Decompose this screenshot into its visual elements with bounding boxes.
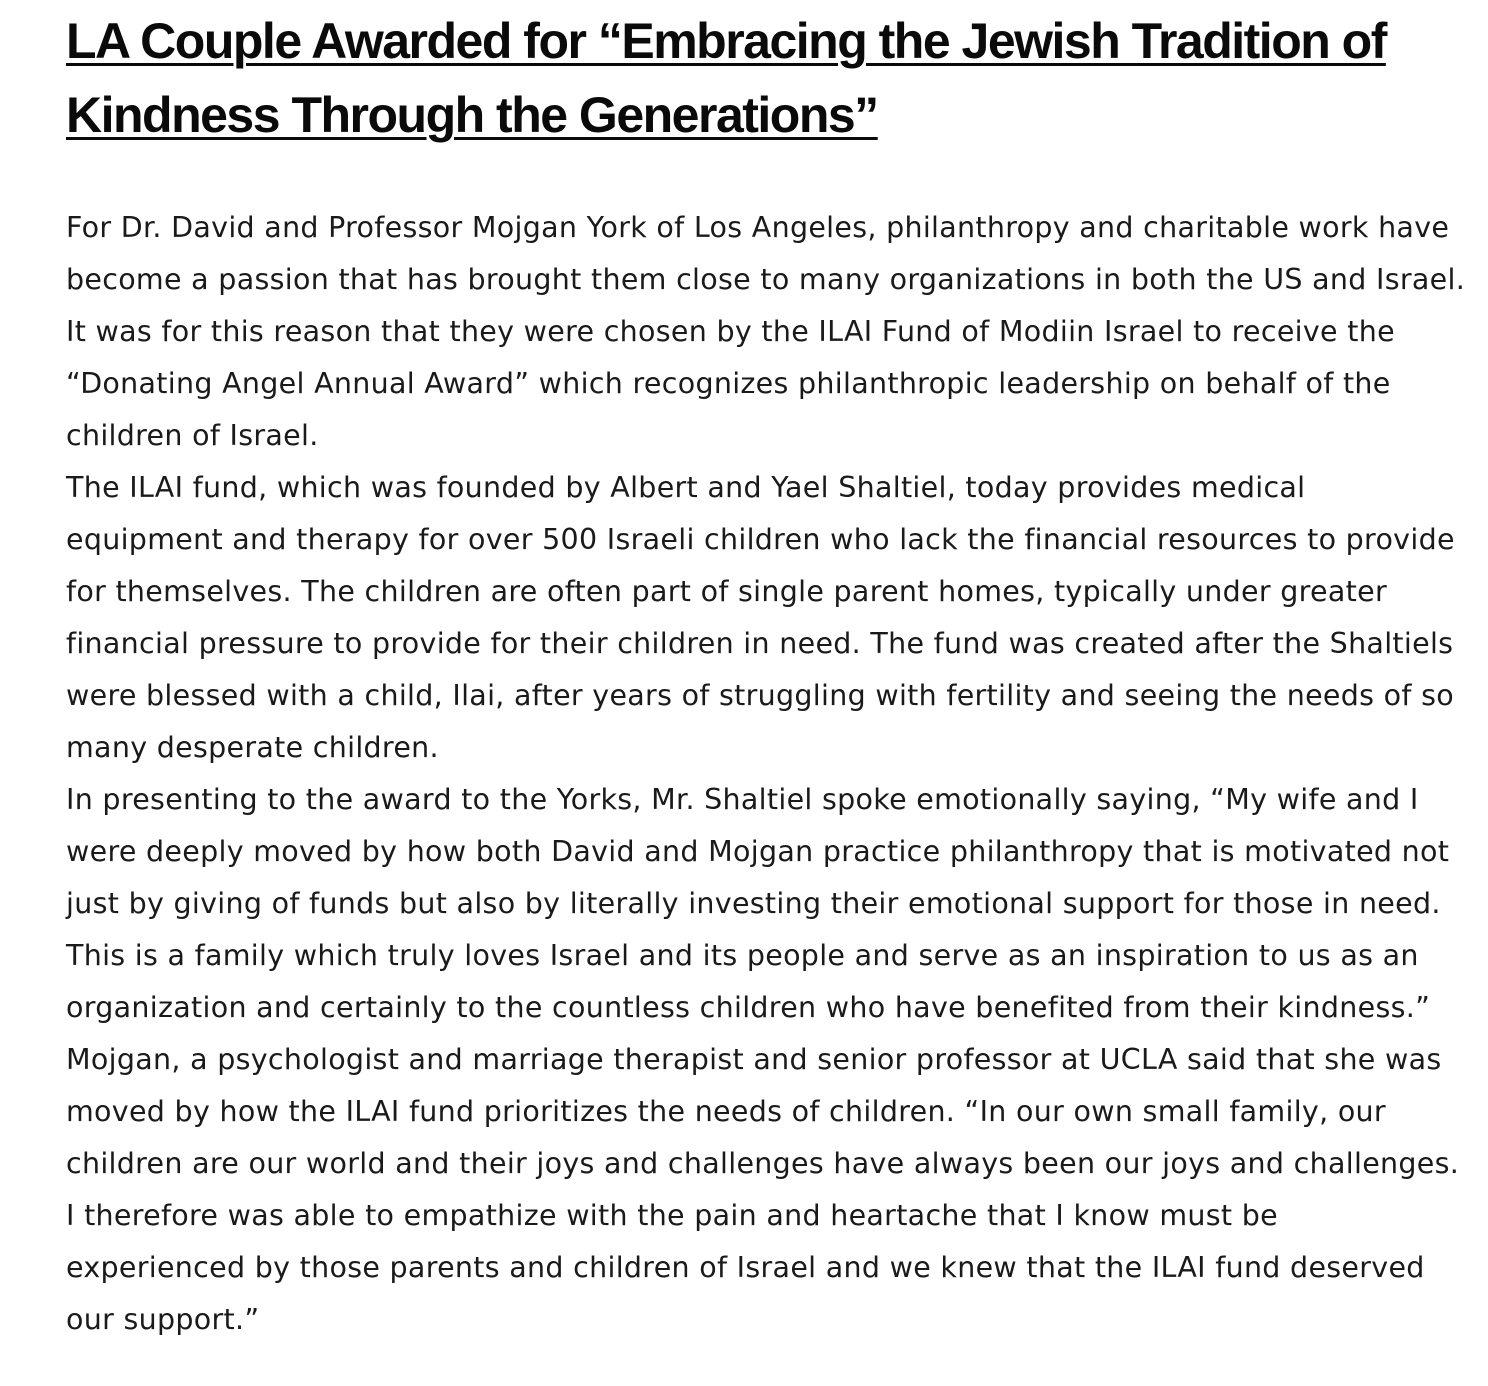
article-body bbox=[66, 202, 1466, 1346]
article-headline: LA Couple Awarded for “Embracing the Jewish Tradition of Kindness Through the Generations” bbox=[66, 13, 1386, 143]
paragraph-award-intro: For Dr. David and Professor Mojgan York of Los Angeles, philanthropy and charitable work have become a passion that has brought them close to many organizations in both the US and Israel. It was for this reason that they were chosen by the ILAI Fund of Modiin Israel to receive the “Donating Angel Annual Award” which recognizes philanthropic leadership on behalf of the children of Israel. bbox=[66, 211, 1466, 452]
paragraph-mojgan-quote: Mojgan, a psychologist and marriage therapist and senior professor at UCLA said that she was moved by how the ILAI fund prioritizes the needs of children. “In our own small family, our children are our world and their joys and challenges have always been our joys and challenges. I therefore was able to empathize with the pain and heartache that I know must be experienced by those parents and children of Israel and we knew that the ILAI fund deserved our support.” bbox=[66, 1043, 1460, 1336]
article bbox=[66, 0, 1466, 1346]
paragraph-shaltiel-quote: In presenting to the award to the Yorks, Mr. Shaltiel spoke emotionally saying, “My wife and I were deeply moved by how both David and Mojgan practice philanthropy that is motivated not just by giving of funds but also by literally investing their emotional support for those in need. This is a family which truly loves Israel and its people and serve as an inspiration to us as an organization and certainly to the countless children who have benefited from their kindness.” bbox=[66, 783, 1450, 1024]
paragraph-ilai-fund: The ILAI fund, which was founded by Albert and Yael Shaltiel, today provides medical equipment and therapy for over 500 Israeli children who lack the financial resources to provide for themselves. The children are often part of single parent homes, typically under greater financial pressure to provide for their children in need. The fund was created after the Shaltiels were blessed with a child, Ilai, after years of struggling with fertility and seeing the needs of so many desperate children. bbox=[66, 471, 1455, 764]
